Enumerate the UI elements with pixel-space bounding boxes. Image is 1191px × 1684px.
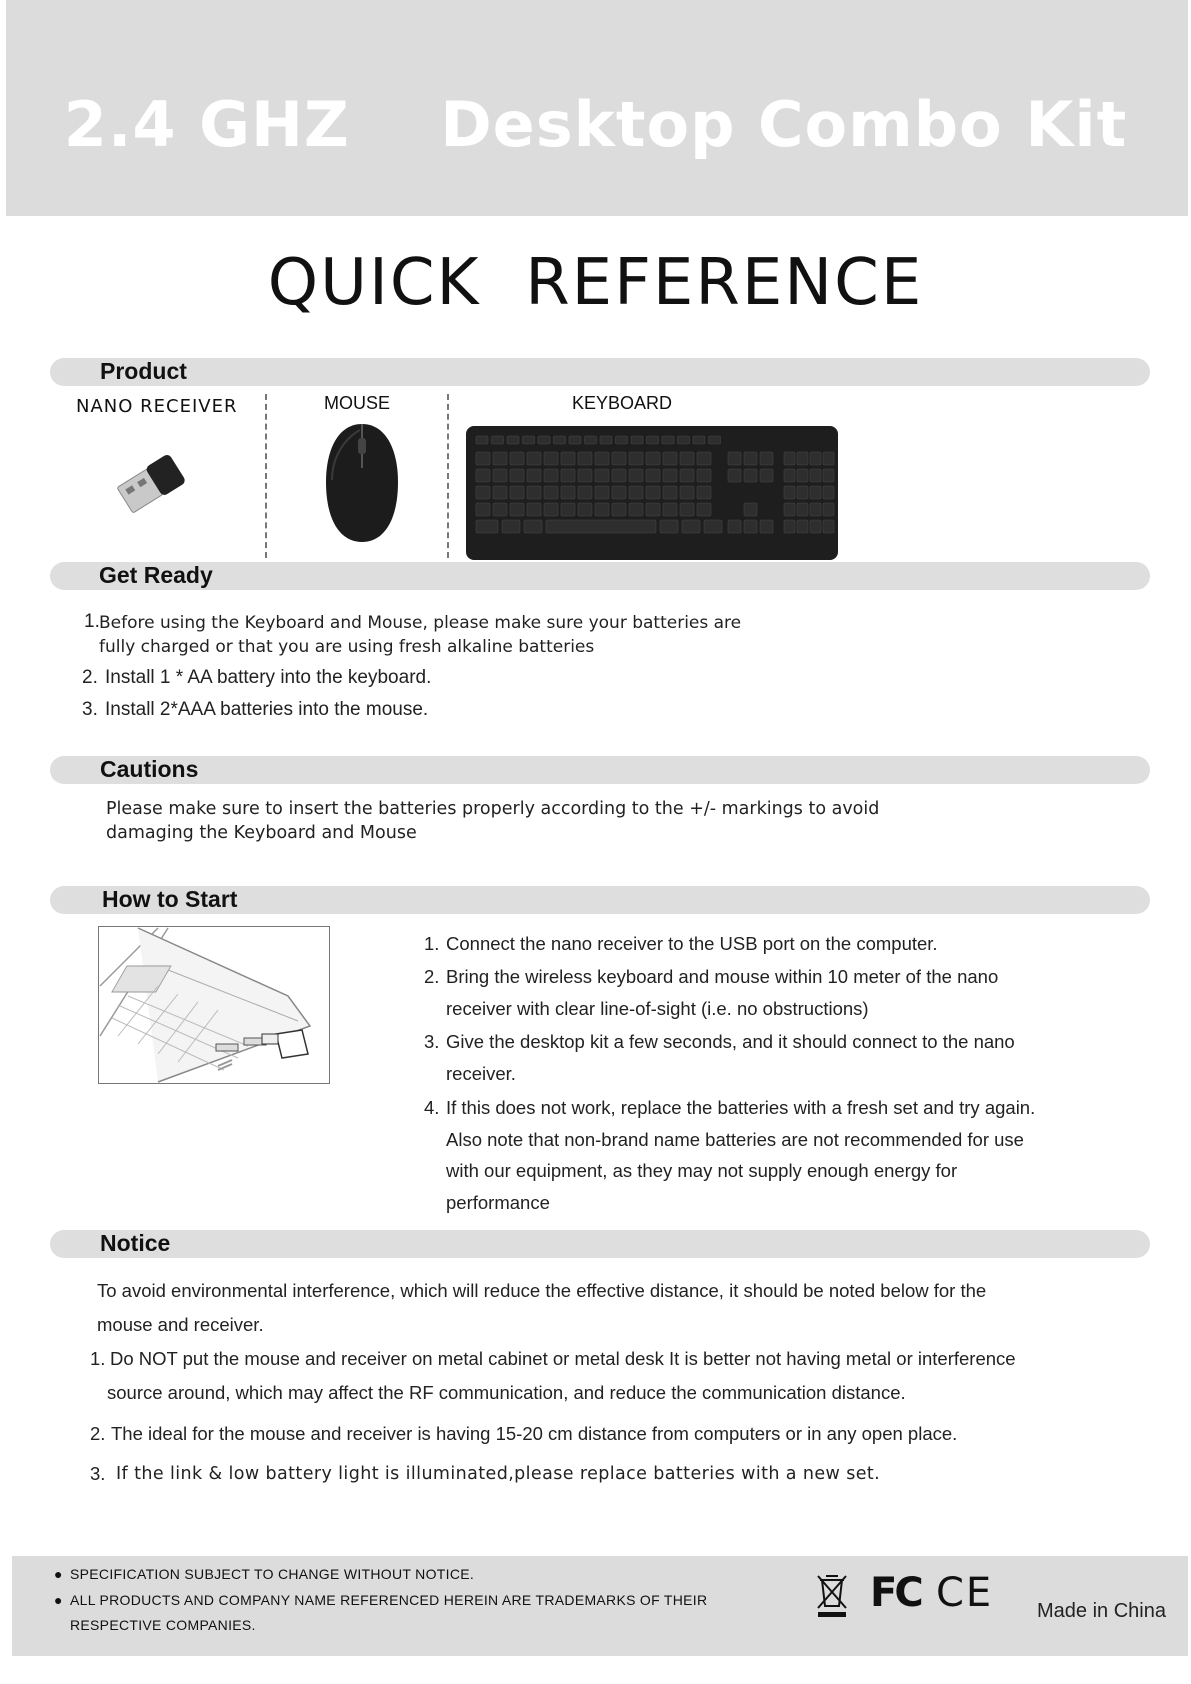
keyboard-key — [784, 452, 795, 465]
keyboard-key — [612, 469, 626, 482]
keyboard-key — [728, 452, 741, 465]
keyboard-key — [697, 503, 711, 516]
notice-item-num: 2. — [90, 1423, 106, 1444]
keyboard-key — [797, 469, 808, 482]
divider — [447, 394, 449, 558]
get-ready-step-text: fully charged or that you are using fresh alkaline batteries — [99, 637, 595, 657]
cautions-text: damaging the Keyboard and Mouse — [106, 823, 417, 843]
keyboard-key — [647, 436, 659, 444]
keyboard-key — [476, 452, 490, 465]
keyboard-key — [507, 436, 519, 444]
keyboard-key — [680, 503, 694, 516]
footer-text: SPECIFICATION SUBJECT TO CHANGE WITHOUT NOTICE. — [70, 1566, 475, 1582]
keyboard-key — [561, 452, 575, 465]
keyboard-key — [697, 469, 711, 482]
notice-item-num: 1. — [90, 1348, 106, 1369]
how-to-start-step-text: receiver with clear line-of-sight (i.e. no obstructions) — [446, 998, 869, 1019]
keyboard-key — [578, 503, 592, 516]
keyboard-key — [524, 520, 542, 533]
how-to-start-step-text: If this does not work, replace the batteries with a fresh set and try again. — [446, 1097, 1036, 1118]
keyboard-key — [728, 469, 741, 482]
notice-item-text: The ideal for the mouse and receiver is having 15-20 cm distance from computers or in any open place. — [111, 1423, 958, 1444]
keyboard-key — [797, 452, 808, 465]
keyboard-key — [493, 503, 507, 516]
keyboard-key — [554, 436, 566, 444]
keyboard-key — [492, 436, 504, 444]
get-ready-step-text: Install 2*AAA batteries into the mouse. — [105, 699, 429, 720]
section-bar-product — [50, 358, 1150, 386]
keyboard-key — [744, 503, 757, 516]
keyboard-key — [663, 452, 677, 465]
keyboard-key — [631, 436, 643, 444]
keyboard-key — [538, 436, 550, 444]
weee-bin-icon — [812, 1572, 852, 1620]
keyboard-label: KEYBOARD — [572, 393, 673, 413]
how-to-start-step-text: Give the desktop kit a few seconds, and it should connect to the nano — [446, 1031, 1015, 1052]
keyboard-key — [476, 503, 490, 516]
how-to-start-step-text: receiver. — [446, 1063, 516, 1084]
keyboard-key — [561, 503, 575, 516]
keyboard-key — [646, 469, 660, 482]
footer-text: RESPECTIVE COMPANIES. — [70, 1617, 256, 1633]
keyboard-key — [595, 503, 609, 516]
keyboard-key — [629, 452, 643, 465]
notice-intro: mouse and receiver. — [97, 1314, 264, 1335]
keyboard-key — [760, 469, 773, 482]
keyboard-key — [595, 469, 609, 482]
keyboard-key — [784, 520, 795, 533]
keyboard-key — [544, 452, 558, 465]
how-to-start-step-text: with our equipment, as they may not supply enough energy for — [446, 1160, 958, 1181]
keyboard-key — [662, 436, 674, 444]
keyboard-key — [527, 452, 541, 465]
keyboard-key — [760, 452, 773, 465]
keyboard-key — [578, 452, 592, 465]
section-bar-get-ready — [50, 562, 1150, 590]
keyboard-key — [595, 486, 609, 499]
notice-item-text: If the link & low battery light is illuminated,please replace batteries with a new set. — [116, 1464, 881, 1484]
keyboard-key — [823, 452, 834, 465]
footer-text: ALL PRODUCTS AND COMPANY NAME REFERENCED HEREIN ARE TRADEMARKS OF THEIR — [70, 1592, 708, 1608]
receiver-label: NANO RECEIVER — [76, 396, 238, 417]
keyboard-key — [544, 503, 558, 516]
keyboard-key — [578, 469, 592, 482]
keyboard-key — [682, 520, 700, 533]
keyboard-key — [629, 469, 643, 482]
keyboard-key — [493, 452, 507, 465]
get-ready-step-text: Before using the Keyboard and Mouse, please make sure your batteries are — [99, 613, 742, 633]
keyboard-key — [612, 486, 626, 499]
how-to-start-step-text: performance — [446, 1192, 550, 1213]
keyboard-key — [680, 469, 694, 482]
keyboard-image — [466, 426, 838, 560]
keyboard-key — [697, 486, 711, 499]
keyboard-key — [663, 503, 677, 516]
how-to-start-step-text: Connect the nano receiver to the USB port on the computer. — [446, 933, 938, 954]
section-heading-product: Product — [100, 358, 187, 384]
keyboard-key — [678, 436, 690, 444]
keyboard-key — [523, 436, 535, 444]
keyboard-key — [510, 503, 524, 516]
keyboard-key — [663, 486, 677, 499]
keyboard-key — [544, 486, 558, 499]
keyboard-key — [646, 503, 660, 516]
how-to-start-step-text: Also note that non-brand name batteries are not recommended for use — [446, 1129, 1024, 1150]
keyboard-key — [629, 486, 643, 499]
section-heading-get-ready: Get Ready — [99, 562, 213, 588]
how-to-start-step-num: 4. — [424, 1097, 440, 1118]
how-to-start-step-num: 1. — [424, 933, 440, 954]
notice-item-num: 3. — [90, 1463, 106, 1484]
keyboard-key — [693, 436, 705, 444]
mouse-label: MOUSE — [324, 393, 391, 413]
keyboard-key — [823, 469, 834, 482]
nano-receiver-image — [108, 445, 196, 529]
notice-intro: To avoid environmental interference, which will reduce the effective distance, it should be noted below for the — [97, 1280, 987, 1301]
keyboard-key — [680, 486, 694, 499]
keyboard-key — [797, 503, 808, 516]
keyboard-key — [823, 520, 834, 533]
how-to-start-step-num: 2. — [424, 966, 440, 987]
keyboard-key — [728, 520, 741, 533]
keyboard-key — [810, 452, 821, 465]
section-bar-notice — [50, 1230, 1150, 1258]
section-heading-cautions: Cautions — [100, 756, 199, 782]
divider — [265, 394, 267, 558]
cautions-text: Please make sure to insert the batteries properly according to the +/- markings to avoid — [106, 799, 880, 819]
footer-bullet: ● — [54, 1566, 63, 1582]
keyboard-key — [704, 520, 722, 533]
keyboard-key — [561, 469, 575, 482]
keyboard-key — [476, 469, 490, 482]
keyboard-key — [709, 436, 721, 444]
keyboard-key — [810, 503, 821, 516]
keyboard-key — [784, 486, 795, 499]
keyboard-key — [616, 436, 628, 444]
keyboard-key — [660, 520, 678, 533]
keyboard-key — [527, 469, 541, 482]
notice-item-text: Do NOT put the mouse and receiver on metal cabinet or metal desk It is better not having metal or interference — [110, 1348, 1016, 1369]
get-ready-step-num: 3. — [82, 699, 98, 720]
keyboard-key — [510, 452, 524, 465]
keyboard-key — [493, 486, 507, 499]
keyboard-key — [527, 503, 541, 516]
made-in-label: Made in China — [1037, 1600, 1166, 1622]
keyboard-key — [578, 486, 592, 499]
keyboard-key — [744, 452, 757, 465]
how-to-start-step-num: 3. — [424, 1031, 440, 1052]
how-to-start-step-text: Bring the wireless keyboard and mouse within 10 meter of the nano — [446, 966, 999, 987]
get-ready-step-text: Install 1 * AA battery into the keyboard. — [105, 667, 432, 688]
keyboard-key — [663, 469, 677, 482]
keyboard-key — [646, 486, 660, 499]
keyboard-key — [823, 486, 834, 499]
keyboard-key — [569, 436, 581, 444]
footer-bullet: ● — [54, 1592, 63, 1608]
keyboard-key — [612, 503, 626, 516]
section-bar-cautions — [50, 756, 1150, 784]
section-heading-how-to-start: How to Start — [102, 886, 238, 912]
keyboard-key — [561, 486, 575, 499]
get-ready-step-num: 1. — [84, 611, 100, 632]
keyboard-key — [510, 469, 524, 482]
keyboard-key — [510, 486, 524, 499]
keyboard-key — [784, 469, 795, 482]
mouse-image — [322, 420, 402, 546]
keyboard-key — [544, 469, 558, 482]
keyboard-key — [476, 520, 498, 533]
keyboard-key — [600, 436, 612, 444]
keyboard-key — [744, 469, 757, 482]
keyboard-key — [797, 486, 808, 499]
keyboard-key — [585, 436, 597, 444]
keyboard-key — [784, 503, 795, 516]
keyboard-key — [476, 436, 488, 444]
keyboard-key — [502, 520, 520, 533]
keyboard-key — [476, 486, 490, 499]
keyboard-key — [546, 520, 656, 533]
keyboard-key — [646, 452, 660, 465]
keyboard-key — [612, 452, 626, 465]
keyboard-key — [797, 520, 808, 533]
page-title: 2.4 GHZ Desktop Combo Kit — [63, 88, 1128, 161]
get-ready-step-num: 2. — [82, 667, 98, 688]
keyboard-key — [760, 520, 773, 533]
keyboard-key — [680, 452, 694, 465]
section-heading-notice: Notice — [100, 1230, 171, 1256]
keyboard-key — [744, 520, 757, 533]
ce-mark: CE — [936, 1570, 994, 1616]
keyboard-key — [810, 469, 821, 482]
page-subtitle: QUICK REFERENCE — [267, 246, 924, 320]
fc-mark: FC — [870, 1570, 921, 1616]
keyboard-key — [810, 486, 821, 499]
keyboard-key — [595, 452, 609, 465]
keyboard-key — [810, 520, 821, 533]
keyboard-key — [823, 503, 834, 516]
keyboard-key — [493, 469, 507, 482]
keyboard-key — [629, 503, 643, 516]
keyboard-key — [697, 452, 711, 465]
laptop-usb-illustration — [98, 926, 330, 1084]
keyboard-key — [527, 486, 541, 499]
notice-item-text: source around, which may affect the RF communication, and reduce the communication distance. — [107, 1382, 906, 1403]
